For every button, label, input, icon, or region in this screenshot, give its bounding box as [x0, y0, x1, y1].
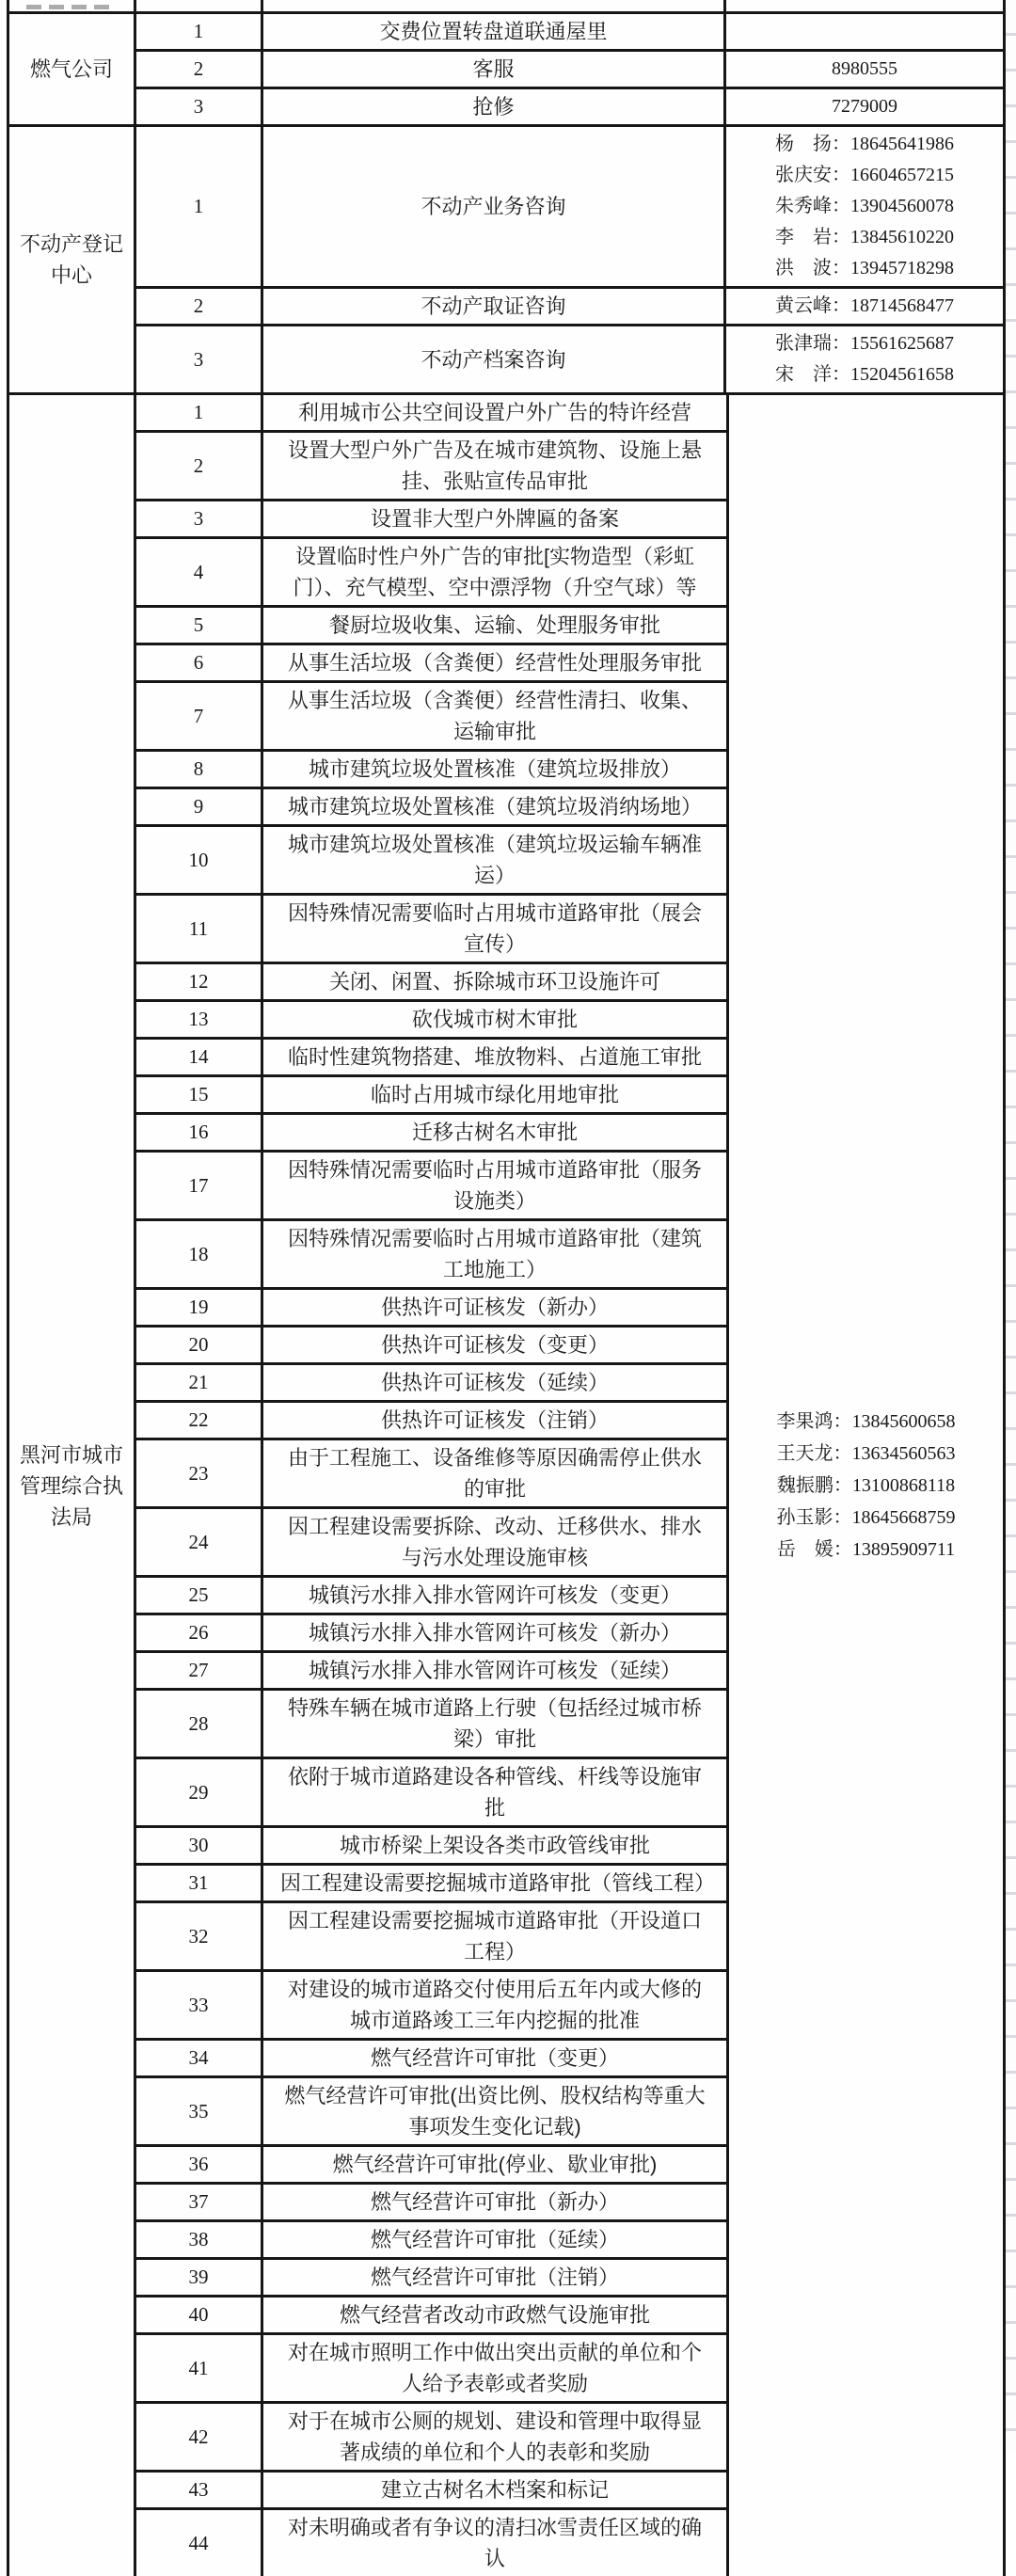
contact-cell [726, 89, 1003, 124]
row-number-cell: 7 [136, 683, 263, 749]
row-number-cell: 4 [136, 539, 263, 605]
table-row [136, 752, 726, 789]
contact-line [832, 54, 897, 85]
table-row [136, 1866, 726, 1903]
service-name-cell: 供热许可证核发（变更） [380, 1333, 609, 1357]
table-row [136, 1221, 726, 1290]
table-row [136, 1328, 726, 1365]
service-name-cell: 对于在城市公厕的规划、建设和管理中取得显著成绩的单位和个人的表彰和奖励 [287, 2409, 702, 2464]
contact-phone: 13845610220 [850, 227, 954, 247]
row-number-cell: 40 [136, 2298, 263, 2332]
clipped-text-remnant [26, 5, 117, 9]
row-number-cell: 32 [136, 1903, 263, 1969]
service-name-cell: 临时占用城市绿化用地审批 [370, 1083, 619, 1106]
row-number-cell: 12 [136, 964, 263, 999]
row-number-cell: 18 [136, 1221, 263, 1287]
row-number-cell: 42 [136, 2404, 263, 2470]
table-row [136, 2510, 726, 2576]
table-row [136, 1115, 726, 1153]
service-name-cell: 不动产档案咨询 [263, 326, 726, 392]
contact-line [775, 291, 954, 322]
contact-phone: 13634560563 [851, 1443, 956, 1464]
row-number-cell: 30 [136, 1828, 263, 1863]
rows-column [136, 14, 1003, 124]
table-row [136, 1403, 726, 1440]
table-row [136, 395, 726, 433]
service-name-cell: 对在城市照明工作中做出突出贡献的单位和个人给予表彰或者奖励 [287, 2341, 702, 2395]
contact-line [775, 160, 954, 191]
row-number-cell: 23 [136, 1440, 263, 1506]
service-name-cell: 客服 [263, 52, 726, 87]
contact-phone: 15561625687 [850, 333, 954, 354]
row-number-cell: 28 [136, 1691, 263, 1757]
service-name-cell: 依附于城市道路建设各种管线、杆线等设施审批 [287, 1765, 702, 1820]
service-name-cell: 砍伐城市树木审批 [411, 1008, 578, 1031]
org-section [9, 14, 1003, 127]
clipped-contact-cell [726, 0, 1003, 11]
service-name-cell: 城市建筑垃圾处置核准（建筑垃圾运输车辆准运） [287, 833, 702, 887]
table-row [136, 1040, 726, 1077]
service-name-cell: 关闭、闲置、拆除城市环卫设施许可 [328, 970, 660, 994]
rows-column [136, 395, 729, 2576]
service-name-cell: 设置非大型户外牌匾的备案 [370, 507, 619, 531]
row-number-cell: 41 [136, 2335, 263, 2401]
row-number-cell: 34 [136, 2041, 263, 2075]
row-number-cell: 35 [136, 2078, 263, 2144]
row-number-cell: 27 [136, 1653, 263, 1688]
table-row [136, 127, 1003, 289]
row-number-cell: 17 [136, 1153, 263, 1218]
table-row [136, 2041, 726, 2078]
table-row [136, 1903, 726, 1972]
service-name-cell: 燃气经营者改动市政燃气设施审批 [339, 2303, 650, 2327]
contact-line [777, 1438, 956, 1470]
clipped-service-cell [263, 0, 726, 11]
service-name-cell: 因工程建设需要拆除、改动、迁移供水、排水与污水处理设施审核 [287, 1515, 702, 1569]
table-row [136, 1365, 726, 1403]
service-name-cell: 抢修 [263, 89, 726, 124]
row-number-cell: 21 [136, 1365, 263, 1400]
service-name-cell: 特殊车辆在城市道路上行驶（包括经过城市桥梁）审批 [287, 1696, 702, 1751]
table-row [136, 2404, 726, 2473]
row-number-cell: 44 [136, 2510, 263, 2576]
service-name-cell: 对建设的城市道路交付使用后五年内或大修的城市道路竣工三年内挖掘的批准 [287, 1978, 702, 2032]
service-name-cell: 燃气经营许可审批(出资比例、股权结构等重大事项发生变化记载) [284, 2084, 706, 2139]
table-row [136, 608, 726, 645]
service-name-cell: 因工程建设需要挖掘城市道路审批（开设道口工程） [287, 1909, 702, 1964]
table-row [136, 2298, 726, 2335]
org-section [9, 395, 1003, 2576]
row-number-cell: 1 [136, 14, 263, 49]
contact-phone: 16604657215 [850, 165, 954, 185]
row-number-cell: 24 [136, 1509, 263, 1575]
contact-name: 朱秀峰： [775, 196, 850, 216]
row-number-cell: 3 [136, 326, 263, 392]
row-number-cell: 31 [136, 1866, 263, 1900]
service-name-cell: 燃气经营许可审批（变更） [370, 2046, 619, 2070]
table-row [136, 1153, 726, 1221]
contact-name: 王天龙： [776, 1443, 852, 1464]
row-number-cell: 5 [136, 608, 263, 643]
service-name-cell: 城镇污水排入排水管网许可核发（变更） [308, 1583, 681, 1607]
contact-name: 宋 洋： [775, 364, 850, 385]
row-number-cell: 3 [136, 501, 263, 536]
clipped-org-cell [9, 0, 136, 11]
contact-name: 杨 扬： [775, 134, 850, 154]
table-row [136, 433, 726, 501]
service-name-cell: 从事生活垃圾（含粪便）经营性处理服务审批 [287, 651, 702, 675]
contact-phone: 18645668759 [851, 1507, 956, 1528]
contact-line [777, 1470, 955, 1502]
service-name-cell: 燃气经营许可审批(停业、歇业审批) [332, 2153, 658, 2176]
row-number-cell: 37 [136, 2185, 263, 2219]
contact-phone: 18645641986 [850, 134, 954, 154]
service-name-cell: 设置临时性户外广告的审批[实物造型（彩虹门）、充气模型、空中漂浮物（升空气球）等 [293, 545, 697, 599]
row-number-cell: 25 [136, 1578, 263, 1613]
service-name-cell: 设置大型户外广告及在城市建筑物、设施上悬挂、张贴宣传品审批 [287, 438, 702, 493]
row-number-cell: 14 [136, 1040, 263, 1074]
table-row [136, 1578, 726, 1615]
table-row [136, 1972, 726, 2041]
row-number-cell: 2 [136, 52, 263, 87]
adjacent-column-gridlines [1006, 0, 1016, 2453]
row-number-cell: 2 [136, 433, 263, 499]
service-name-cell: 因特殊情况需要临时占用城市道路审批（展会宣传） [287, 901, 702, 956]
table-row [136, 1440, 726, 1509]
contact-line [777, 1502, 956, 1534]
contact-line [775, 191, 954, 222]
contact-cell [726, 52, 1003, 87]
contact-name: 岳 媛： [776, 1539, 852, 1560]
table-row [136, 789, 726, 827]
contact-line [777, 1534, 955, 1566]
merged-contact-cell [729, 395, 1003, 2576]
contact-phone: 13945718298 [850, 258, 954, 278]
row-number-cell: 10 [136, 827, 263, 893]
service-name-cell: 餐厨垃圾收集、运输、处理服务审批 [328, 613, 660, 637]
table-row [136, 683, 726, 752]
row-number-cell: 33 [136, 1972, 263, 2038]
contact-line [775, 129, 954, 160]
rows-column [136, 127, 1003, 392]
row-number-cell: 36 [136, 2147, 263, 2182]
service-name-cell: 城镇污水排入排水管网许可核发（延续） [308, 1659, 681, 1682]
contact-line [775, 222, 954, 253]
table-row [136, 289, 1003, 326]
table-row [136, 1615, 726, 1653]
row-number-cell: 43 [136, 2473, 263, 2507]
table-row [136, 1828, 726, 1866]
contact-cell [726, 127, 1003, 286]
row-number-cell: 6 [136, 645, 263, 680]
contact-name: 孙玉影： [776, 1507, 852, 1528]
table-row [136, 2335, 726, 2404]
service-name-cell: 城市桥梁上架设各类市政管线审批 [339, 1834, 650, 1857]
contact-phone: 13895909711 [851, 1539, 956, 1560]
table-row [136, 2185, 726, 2222]
row-number-cell: 2 [136, 289, 263, 324]
row-number-cell: 26 [136, 1615, 263, 1650]
contact-phone: 13845600658 [851, 1411, 956, 1432]
table-row [136, 14, 1003, 52]
service-name-cell: 供热许可证核发（新办） [380, 1296, 609, 1319]
table-row [136, 2473, 726, 2510]
row-number-cell: 39 [136, 2260, 263, 2295]
table-row [136, 52, 1003, 89]
contact-cell [726, 289, 1003, 324]
table-row [136, 1509, 726, 1578]
contact-name: 张津瑞： [775, 333, 850, 354]
service-name-cell: 供热许可证核发（注销） [380, 1408, 609, 1432]
org-section [9, 127, 1003, 395]
row-number-cell: 16 [136, 1115, 263, 1150]
row-number-cell: 13 [136, 1002, 263, 1037]
contact-name: 魏振鹏： [776, 1475, 852, 1496]
service-name-cell: 迁移古树名木审批 [411, 1121, 578, 1144]
contact-phone: 8980555 [832, 58, 897, 79]
table-row [136, 539, 726, 608]
service-name-cell: 临时性建筑物搭建、堆放物料、占道施工审批 [287, 1045, 702, 1069]
table-row [136, 645, 726, 683]
org-name-cell: 不动产登记中心 [9, 127, 136, 392]
service-name-cell: 城镇污水排入排水管网许可核发（新办） [308, 1621, 681, 1645]
service-name-cell: 从事生活垃圾（含粪便）经营性清扫、收集、运输审批 [287, 689, 702, 743]
contact-line [832, 91, 897, 122]
contact-name: 黄云峰： [775, 295, 850, 316]
table-row [136, 1077, 726, 1115]
row-number-cell: 22 [136, 1403, 263, 1438]
table-row [136, 1759, 726, 1828]
row-number-cell: 20 [136, 1328, 263, 1362]
contact-line [777, 1406, 956, 1438]
service-name-cell: 对未明确或者有争议的清扫冰雪责任区域的确认 [287, 2516, 702, 2570]
contact-name: 洪 波： [775, 258, 850, 278]
table-row [136, 1290, 726, 1328]
contact-table [7, 0, 1006, 2576]
contact-cell [726, 14, 1003, 49]
contact-cell [726, 326, 1003, 392]
service-name-cell: 城市建筑垃圾处置核准（建筑垃圾消纳场地） [287, 795, 702, 819]
service-name-cell: 燃气经营许可审批（延续） [370, 2228, 619, 2251]
contact-phone: 13904560078 [850, 196, 954, 216]
row-number-cell: 1 [136, 395, 263, 430]
contact-line [775, 359, 954, 390]
table-row [136, 964, 726, 1002]
service-name-cell: 因特殊情况需要临时占用城市道路审批（建筑工地施工） [287, 1227, 702, 1281]
contact-phone: 13100868118 [851, 1475, 956, 1496]
contact-name: 李 岩： [775, 227, 850, 247]
service-name-cell: 城市建筑垃圾处置核准（建筑垃圾排放） [308, 757, 681, 781]
row-number-cell: 8 [136, 752, 263, 787]
table-row [136, 896, 726, 964]
service-name-cell: 燃气经营许可审批（新办） [370, 2190, 619, 2214]
table-row [136, 326, 1003, 392]
table-row [136, 1002, 726, 1040]
row-number-cell: 29 [136, 1759, 263, 1825]
service-name-cell: 利用城市公共空间设置户外广告的特许经营 [297, 401, 691, 424]
service-name-cell: 不动产业务咨询 [263, 127, 726, 286]
table-row [136, 2078, 726, 2147]
row-number-cell: 11 [136, 896, 263, 962]
org-name-cell: 黑河市城市管理综合执法局 [9, 395, 136, 2576]
service-name-cell: 供热许可证核发（延续） [380, 1371, 609, 1394]
table-row [136, 2222, 726, 2260]
contact-name: 李果鸿： [776, 1411, 852, 1432]
service-name-cell: 建立古树名木档案和标记 [380, 2478, 609, 2502]
table-row [136, 827, 726, 896]
contact-line [775, 328, 954, 359]
contact-phone: 18714568477 [850, 295, 954, 316]
table-row [136, 2147, 726, 2185]
row-number-cell: 9 [136, 789, 263, 824]
clipped-top-row [9, 0, 1003, 14]
clipped-num-cell [136, 0, 263, 11]
service-name-cell: 由于工程施工、设备维修等原因确需停止供水的审批 [287, 1446, 702, 1501]
contact-name: 张庆安： [775, 165, 850, 185]
service-name-cell: 因特殊情况需要临时占用城市道路审批（服务设施类） [287, 1158, 702, 1213]
table-row [136, 501, 726, 539]
org-name-cell: 燃气公司 [9, 14, 136, 124]
contact-line [775, 253, 954, 284]
row-number-cell: 3 [136, 89, 263, 124]
service-name-cell: 因工程建设需要挖掘城市道路审批（管线工程） [280, 1871, 716, 1895]
table-row [136, 2260, 726, 2298]
service-name-cell: 交费位置转盘道联通屋里 [263, 14, 726, 49]
contact-phone: 7279009 [832, 96, 897, 117]
row-number-cell: 38 [136, 2222, 263, 2257]
row-number-cell: 19 [136, 1290, 263, 1325]
row-number-cell: 15 [136, 1077, 263, 1112]
row-number-cell: 1 [136, 127, 263, 286]
table-row [136, 1653, 726, 1691]
service-name-cell: 不动产取证咨询 [263, 289, 726, 324]
service-name-cell: 燃气经营许可审批（注销） [370, 2266, 619, 2289]
table-row [136, 89, 1003, 124]
contact-phone: 15204561658 [850, 364, 954, 385]
table-row [136, 1691, 726, 1759]
